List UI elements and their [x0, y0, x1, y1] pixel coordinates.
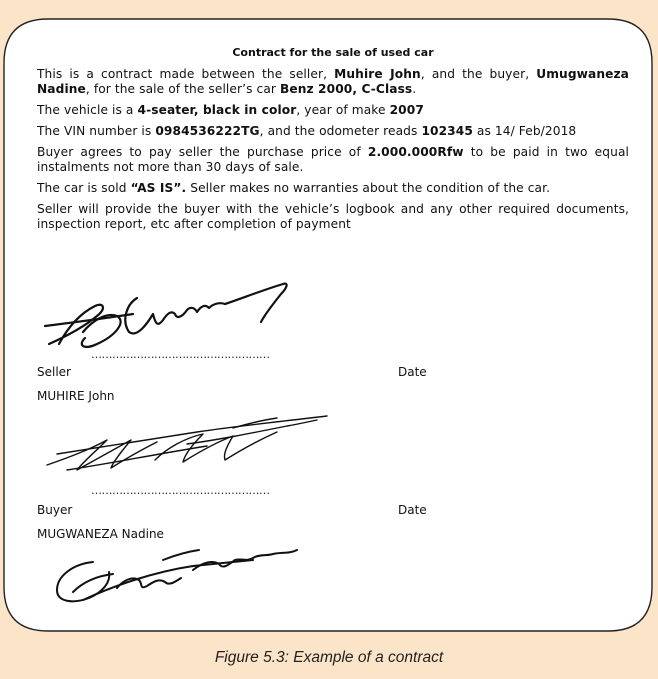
seller-signature-line: …………………………………………… [91, 348, 270, 361]
seller-name: Muhire John [334, 67, 421, 81]
buyer-name: Umugwaneza Nadine [37, 67, 629, 96]
vehicle-paragraph: The vehicle is a 4-seater, black in color, year of make 2007 [37, 103, 424, 117]
buyer-date-label: Date [398, 503, 427, 517]
car-model: Benz 2000, C-Class [279, 82, 413, 96]
as-is-clause: “AS IS”. [130, 181, 187, 195]
seller-printed-name: MUHIRE John [37, 389, 115, 403]
purchase-price: 2.000.000Rfw [367, 145, 464, 159]
vin-paragraph: The VIN number is 0984536222TG, and the odometer reads 102345 as 14/ Feb/2018 [37, 124, 577, 138]
vehicle-description: 4-seater, black in color [137, 103, 297, 117]
buyer-label: Buyer [37, 503, 73, 517]
contract-body [37, 46, 629, 238]
parties-paragraph: This is a contract made between the seller, Muhire John, and the buyer, Umugwaneza Nadine, for the sale of the seller’s car Benz 2000, C-Class. [37, 67, 629, 96]
buyer-printed-name: MUGWANEZA Nadine [37, 527, 164, 541]
contract-card [3, 18, 653, 632]
figure-caption: Figure 5.3: Example of a contract [214, 649, 444, 666]
odometer-reading: 102345 [421, 124, 473, 138]
vehicle-year: 2007 [389, 103, 424, 117]
as-is-paragraph: The car is sold “AS IS”. Seller makes no warranties about the condition of the car. [37, 181, 551, 195]
seller-label: Seller [37, 365, 71, 379]
logbook-paragraph: Seller will provide the buyer with the vehicle’s logbook and any other required documents, inspection report, etc after completion of payment [37, 202, 629, 231]
buyer-signature-line: …………………………………………… [91, 484, 270, 497]
buyer-signature [37, 410, 337, 480]
price-paragraph: Buyer agrees to pay seller the purchase price of 2.000.000Rfw to be paid in two equal instalments not more than 30 days of sale. [37, 145, 629, 174]
vin-number: 0984536222TG [155, 124, 260, 138]
contract-title: Contract for the sale of used car [232, 46, 434, 59]
seller-date-label: Date [398, 365, 427, 379]
third-signature [43, 542, 323, 614]
